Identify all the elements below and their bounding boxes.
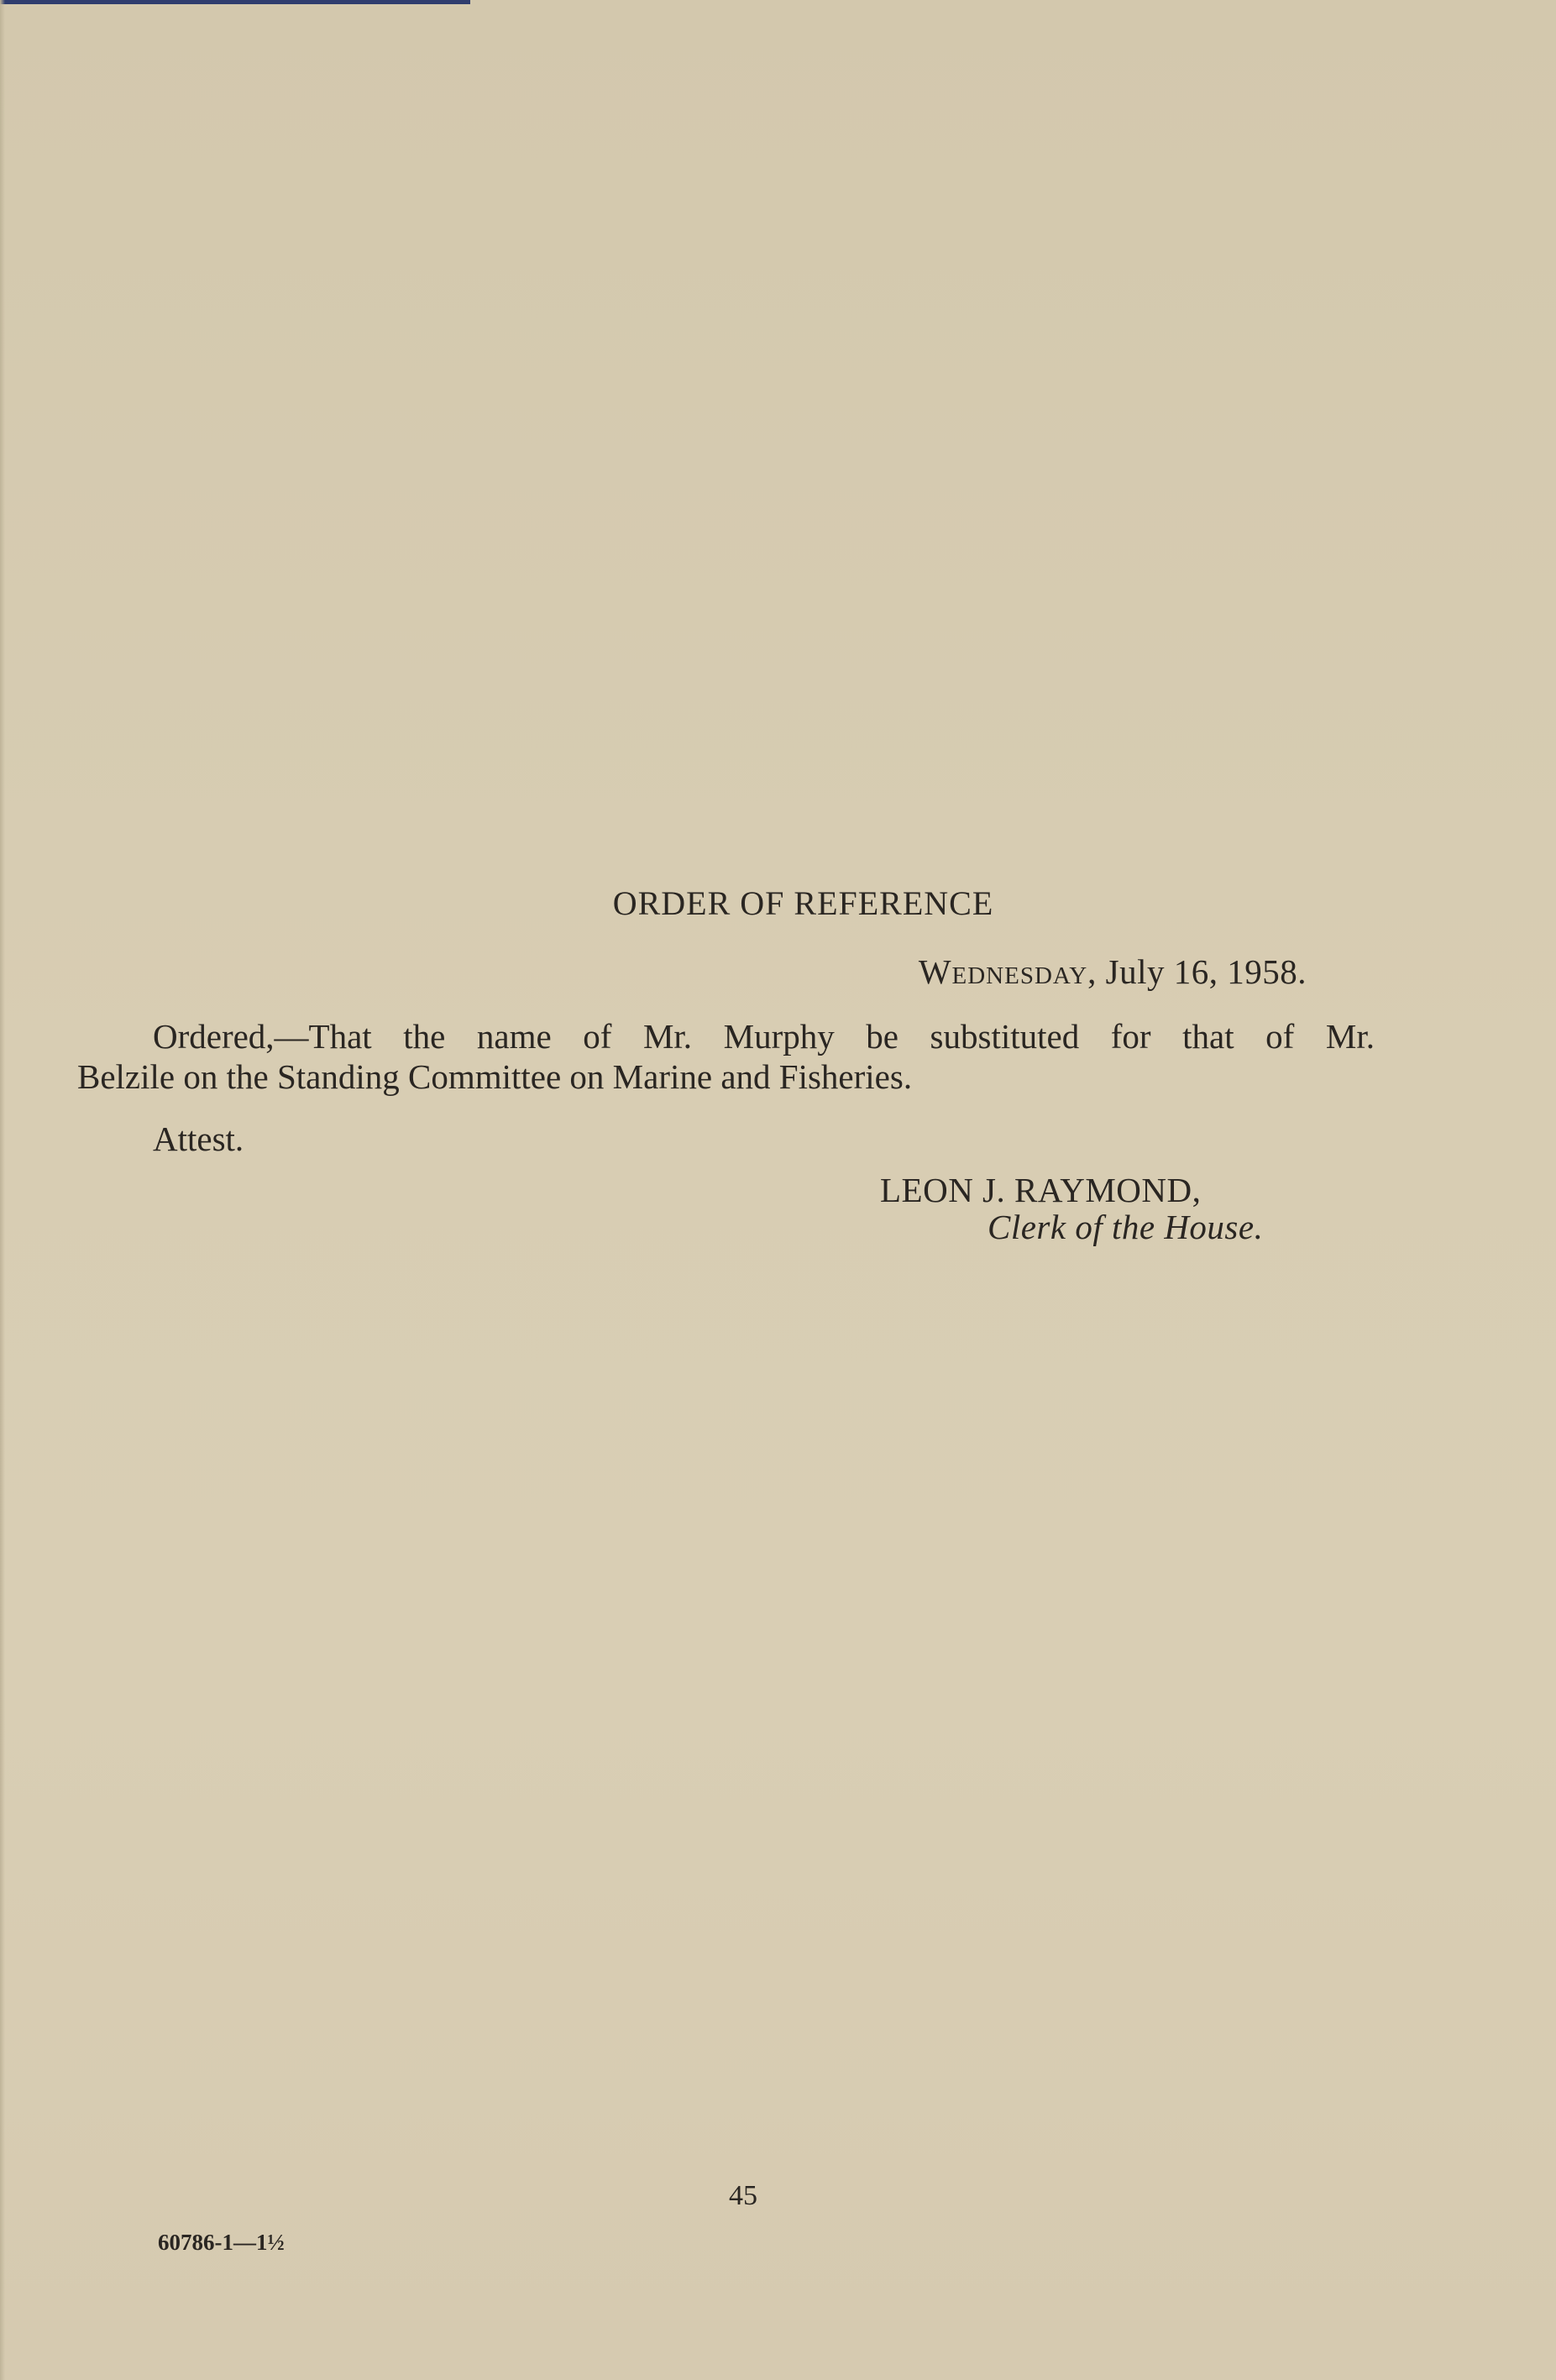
date-day: Wednesday xyxy=(918,952,1088,991)
print-code: 60786-1—1½ xyxy=(158,2230,285,2255)
page-number: 45 xyxy=(729,2180,757,2211)
left-edge-shadow xyxy=(0,0,5,2380)
order-line-1: Ordered,—That the name of Mr. Murphy be substituted for that of Mr. xyxy=(153,1017,1375,1056)
signer-name: LEON J. RAYMOND, xyxy=(880,1171,1202,1209)
order-paragraph xyxy=(77,1016,1375,1097)
document-title: ORDER OF REFERENCE xyxy=(612,884,994,922)
signer-title: Clerk of the House. xyxy=(988,1208,1264,1246)
order-line-2: Belzile on the Standing Committee on Marine and Fisheries. xyxy=(77,1057,913,1096)
date-line xyxy=(919,951,1307,992)
top-edge-mark xyxy=(0,0,470,4)
attest-text: Attest. xyxy=(153,1119,244,1158)
date-rest: , July 16, 1958. xyxy=(1087,952,1307,991)
